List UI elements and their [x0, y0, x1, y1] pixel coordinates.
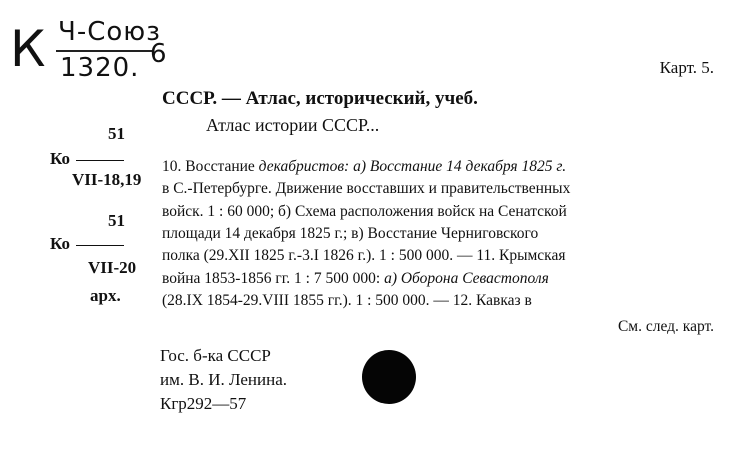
description-segment: 10. Восстание [162, 158, 259, 175]
description-line [162, 203, 567, 221]
description-line [162, 158, 566, 176]
description-segment: а) Оборона Севастополя [384, 269, 549, 287]
description-line [162, 180, 570, 198]
catalog-subtitle: Атлас истории СССР... [206, 115, 380, 135]
shelfmark-number-2: 51 [108, 211, 125, 230]
description-segment: войск. 1 : 60 000; б) Схема расположения войск на Сенатской [162, 202, 567, 220]
description-line [162, 292, 532, 310]
description-segment: площади 14 декабря 1825 г.; в) Восстание Черниговского [162, 224, 539, 242]
description-segment: (28.IX 1854-29.VIII 1855 гг.). 1 : 500 000. — 12. Кавказ в [162, 291, 532, 309]
description-line [162, 270, 549, 288]
description-line [162, 247, 565, 265]
library-name: Гос. б-ка СССР [160, 346, 271, 365]
handwritten-suffix: 6 [150, 39, 168, 69]
shelfmark-archive: арх. [90, 286, 121, 305]
shelfmark-prefix-1: Ко [50, 149, 124, 169]
description-segment: декабристов: а) Восстание 14 декабря 1825 г. [258, 158, 567, 175]
library-name-line-2: им. В. И. Ленина. [160, 370, 288, 389]
handwritten-fraction-line [56, 50, 152, 52]
description-segment: полка (29.XII 1825 г.-3.I 1826 г.). 1 : 500 000. — 11. Крымская [162, 247, 566, 265]
ink-stamp [362, 350, 416, 404]
shelfmark-prefix-2: Ко [50, 234, 124, 254]
handwritten-series: Ч-Союз [58, 17, 161, 47]
handwritten-number: 1320. [60, 53, 140, 83]
description-segment: в С.-Петербурге. Движение восставших и правительственных [162, 180, 571, 198]
shelfmark-code-2: VII-20 [88, 258, 137, 277]
description-line [162, 225, 538, 243]
description-segment: война 1853-1856 гг. 1 : 7 500 000: [162, 269, 385, 287]
handwritten-letter: К [10, 20, 47, 78]
shelfmark-code-1: VII-18,19 [72, 170, 142, 189]
library-shelf-code: Кгр292—57 [160, 394, 247, 413]
shelfmark-number-1: 51 [108, 124, 125, 143]
card-number: Карт. 5. [659, 58, 714, 77]
continued-note: См. след. карт. [617, 318, 714, 335]
catalog-title: СССР. — Атлас, исторический, учеб. [162, 88, 478, 109]
